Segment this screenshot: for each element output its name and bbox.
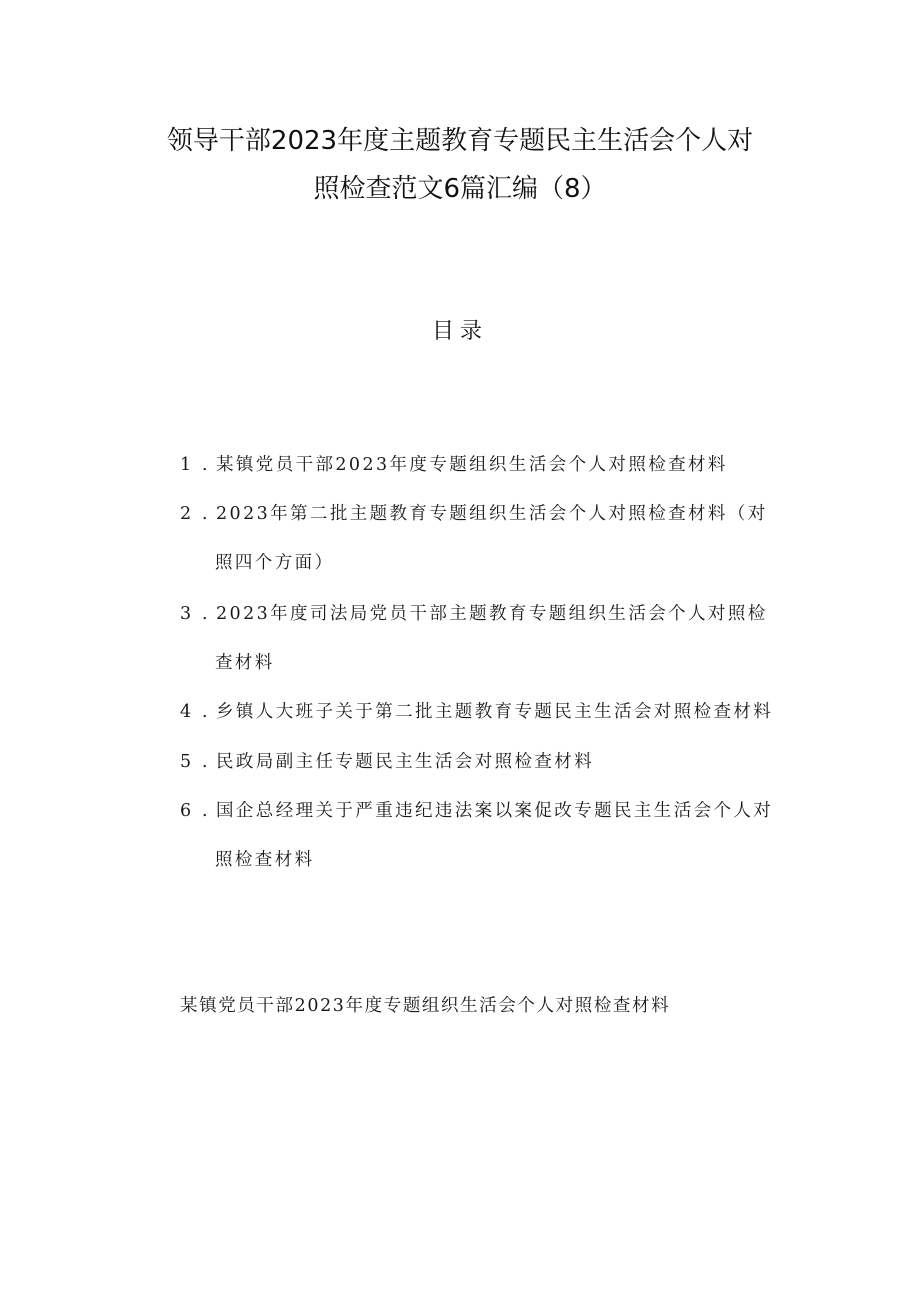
- toc-heading: 目录: [431, 319, 488, 344]
- toc-item-text: 乡镇人大班子关于第二批主题教育专题民主生活会对照检查材料: [216, 702, 774, 722]
- toc-item-text: 民政局副主任专题民主生活会对照检查材料: [216, 752, 595, 772]
- toc-item-3-continuation: 查材料: [215, 653, 275, 673]
- toc-item-5: [180, 748, 594, 773]
- toc-item-dot: .: [202, 702, 210, 722]
- toc-item-text: 2023年度司法局党员干部主题教育专题组织生活会个人对照检: [216, 604, 768, 624]
- toc-item-2: [180, 500, 768, 525]
- toc-item-dot: .: [202, 455, 210, 475]
- toc-item-text: 国企总经理关于严重违纪违法案以案促改专题民主生活会个人对: [216, 801, 774, 821]
- toc-item-dot: .: [202, 604, 210, 624]
- toc-item-dot: .: [202, 801, 210, 821]
- toc-item-6-continuation: 照检查材料: [215, 850, 315, 870]
- toc-item-4: [180, 698, 773, 723]
- toc-item-1: [180, 451, 728, 476]
- toc-item-3: [180, 600, 768, 625]
- toc-item-6: [180, 797, 773, 822]
- toc-item-number: 1: [180, 455, 194, 475]
- toc-item-number: 3: [180, 604, 194, 624]
- toc-item-number: 6: [180, 801, 194, 821]
- toc-item-number: 5: [180, 752, 194, 772]
- toc-item-2-continuation: 照四个方面）: [215, 553, 335, 573]
- toc-item-dot: .: [202, 504, 210, 524]
- toc-item-text: 某镇党员干部2023年度专题组织生活会个人对照检查材料: [216, 455, 728, 475]
- toc-item-dot: .: [202, 752, 210, 772]
- toc-item-number: 4: [180, 702, 194, 722]
- toc-item-number: 2: [180, 504, 194, 524]
- document-title-line-1: 领导干部2023年度主题教育专题民主生活会个人对: [166, 126, 754, 156]
- toc-item-text: 2023年第二批主题教育专题组织生活会个人对照检查材料（对: [216, 504, 768, 524]
- section-heading: 某镇党员干部2023年度专题组织生活会个人对照检查材料: [180, 996, 671, 1016]
- document-title-line-2: 照检查范文6篇汇编（8）: [313, 174, 607, 204]
